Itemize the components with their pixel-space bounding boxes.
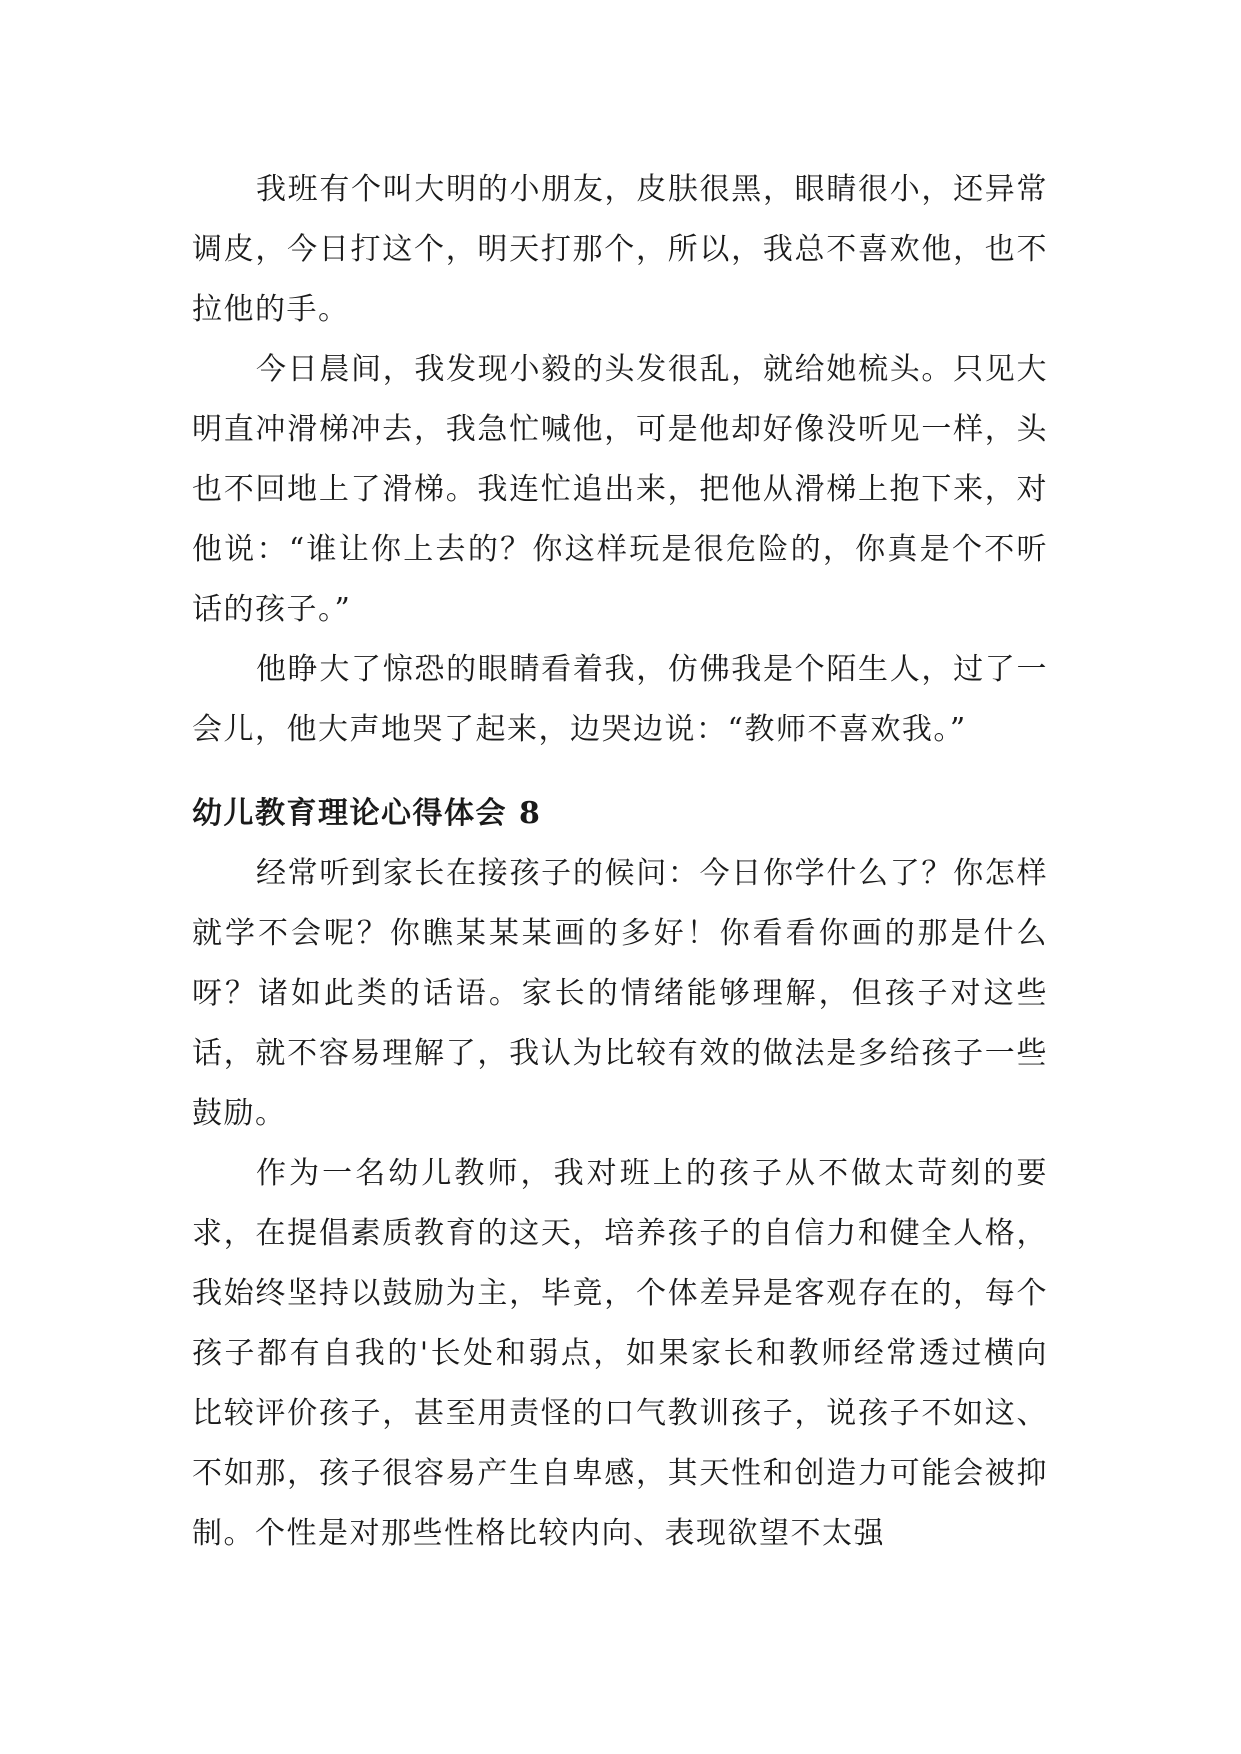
paragraph-morning-slide: 今日晨间，我发现小毅的头发很乱，就给她梳头。只见大明直冲滑梯冲去，我急忙喊他，可是他却好像没听见一样，头也不回地上了滑梯。我连忙追出来，把他从滑梯上抱下来，对他说：“谁让你上去的？你这样玩是很危险的，你真是个不听话的孩子。”: [192, 352, 1048, 627]
section-heading: 幼儿教育理论心得体会 8: [192, 796, 542, 831]
paragraph-daming-cries: 他睁大了惊恐的眼睛看着我，仿佛我是个陌生人，过了一会儿，他大声地哭了起来，边哭边说：“教师不喜欢我。”: [192, 652, 1048, 747]
document-body: [192, 160, 1048, 1564]
paragraph-daming-intro: 我班有个叫大明的小朋友，皮肤很黑，眼睛很小，还异常调皮，今日打这个，明天打那个，所以，我总不喜欢他，也不拉他的手。: [192, 172, 1048, 327]
paragraph-parents-questions: 经常听到家长在接孩子的候问：今日你学什么了？你怎样就学不会呢？你瞧某某某画的多好！你看看你画的那是什么呀？诸如此类的话语。家长的情绪能够理解，但孩子对这些话，就不容易理解了，我认为比较有效的做法是多给孩子一些鼓励。: [192, 856, 1048, 1131]
paragraph-teacher-encouragement: 作为一名幼儿教师，我对班上的孩子从不做太苛刻的要求，在提倡素质教育的这天，培养孩子的自信力和健全人格，我始终坚持以鼓励为主，毕竟，个体差异是客观存在的，每个孩子都有自我的'长处和弱点，如果家长和教师经常透过横向比较评价孩子，甚至用责怪的口气教训孩子，说孩子不如这、不如那，孩子很容易产生自卑感，其天性和创造力可能会被抑制。个性是对那些性格比较内向、表现欲望不太强: [192, 1156, 1048, 1551]
